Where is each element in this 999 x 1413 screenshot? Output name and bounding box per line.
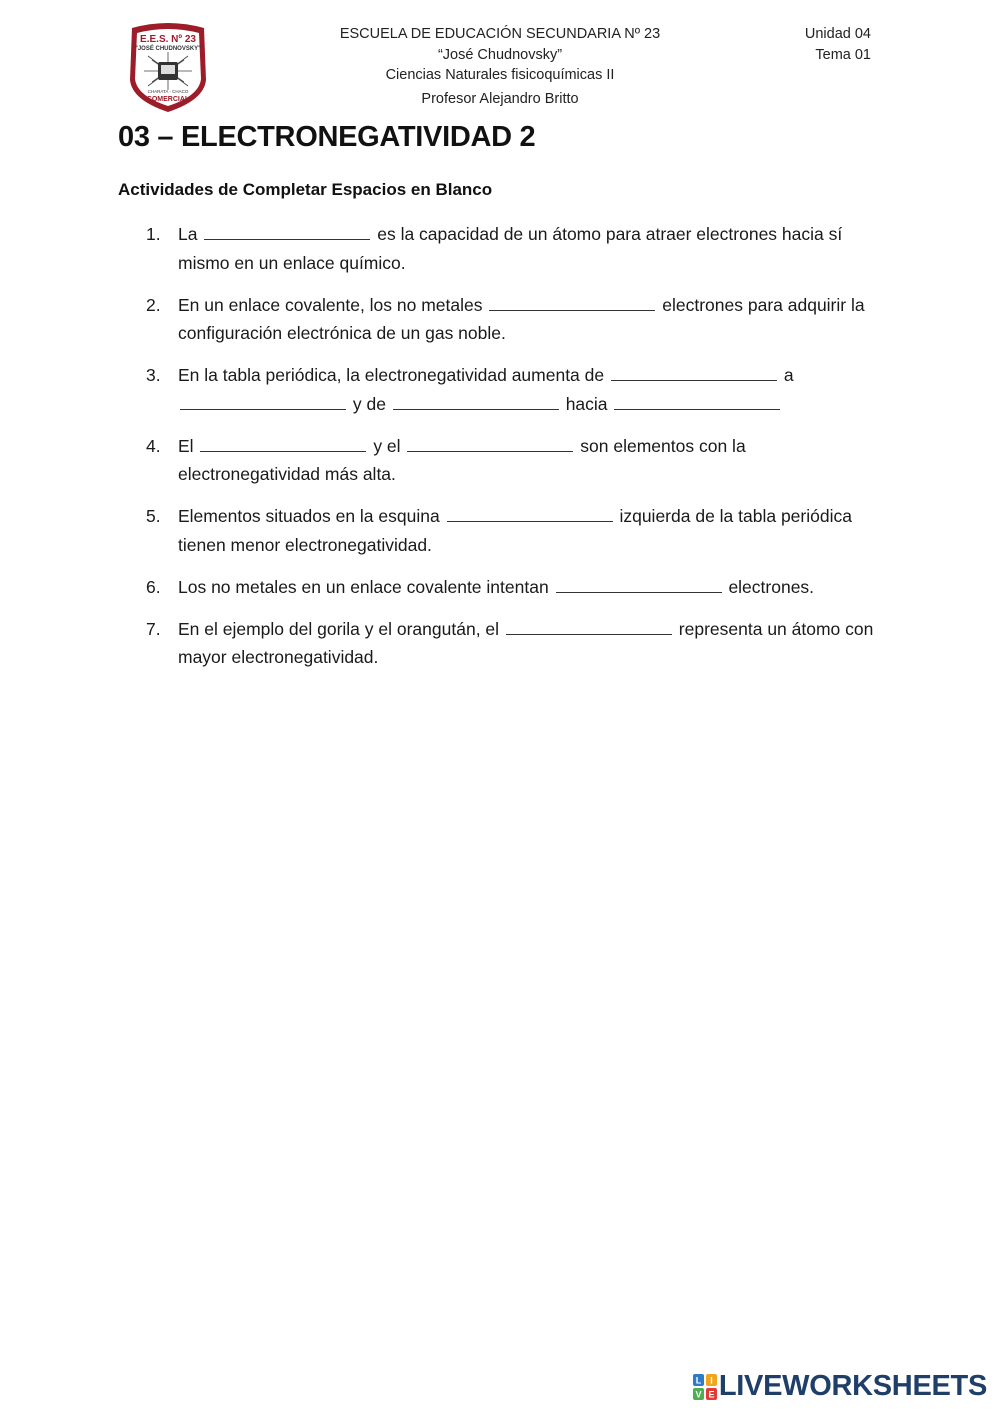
question-number: 6. bbox=[146, 576, 161, 597]
activity-subtitle: Actividades de Completar Espacios en Blanco bbox=[118, 180, 493, 199]
question-item bbox=[146, 432, 886, 489]
teacher-name: Profesor Alejandro Britto bbox=[421, 90, 579, 107]
liveworksheets-icon bbox=[693, 1374, 717, 1400]
liveworksheets-logo[interactable] bbox=[693, 1370, 987, 1403]
answer-blank[interactable] bbox=[200, 435, 366, 452]
answer-blank[interactable] bbox=[407, 435, 573, 452]
question-text: En la tabla periódica, la electronegatividad aumenta de a y de hacia bbox=[178, 365, 794, 414]
question-text: La es la capacidad de un átomo para atraer electrones hacia sí mismo en un enlace químico. bbox=[178, 224, 843, 273]
question-item bbox=[146, 615, 886, 672]
question-text: El y el son elementos con la electronegatividad más alta. bbox=[178, 435, 746, 484]
question-text: Elementos situados en la esquina izquierda de la tabla periódica tienen menor electronegatividad. bbox=[178, 506, 852, 555]
school-header bbox=[300, 24, 700, 109]
svg-text:"JOSÉ CHUDNOVSKY": "JOSÉ CHUDNOVSKY" bbox=[134, 46, 202, 52]
answer-blank[interactable] bbox=[611, 364, 777, 381]
course-name: Ciencias Naturales fisicoquímicas II bbox=[385, 67, 615, 83]
question-number: 3. bbox=[146, 365, 161, 385]
topic-label: Tema 01 bbox=[815, 46, 871, 63]
answer-blank[interactable] bbox=[447, 505, 613, 522]
question-text: En el ejemplo del gorila y el orangután, el representa un átomo con mayor electronegatividad. bbox=[178, 618, 874, 667]
question-number: 4. bbox=[146, 435, 161, 456]
school-patron: “José Chudnovsky” bbox=[437, 46, 563, 63]
svg-text:CHARATA - CHACO: CHARATA - CHACO bbox=[147, 89, 189, 94]
svg-text:V: V bbox=[695, 1389, 702, 1399]
answer-blank[interactable] bbox=[180, 393, 346, 410]
unit-info bbox=[805, 24, 871, 65]
question-text: Los no metales en un enlace covalente intentan electrones. bbox=[178, 576, 815, 597]
page-title: 03 – ELECTRONEGATIVIDAD 2 bbox=[118, 121, 536, 153]
question-number: 1. bbox=[146, 224, 161, 244]
svg-text:E.E.S. Nº 23: E.E.S. Nº 23 bbox=[140, 34, 196, 45]
answer-blank[interactable] bbox=[393, 393, 559, 410]
question-item bbox=[146, 361, 886, 418]
question-number: 2. bbox=[146, 294, 161, 315]
answer-blank[interactable] bbox=[506, 618, 672, 635]
answer-blank[interactable] bbox=[556, 576, 722, 593]
unit-label: Unidad 04 bbox=[804, 26, 871, 42]
school-name: ESCUELA DE EDUCACIÓN SECUNDARIA Nº 23 bbox=[339, 26, 661, 42]
question-item bbox=[146, 291, 886, 348]
answer-blank[interactable] bbox=[614, 393, 780, 410]
svg-text:I: I bbox=[710, 1375, 713, 1385]
question-item bbox=[146, 573, 886, 602]
question-text: En un enlace covalente, los no metales electrones para adquirir la configuración electrónica de un gas noble. bbox=[178, 294, 865, 343]
question-list bbox=[146, 220, 886, 685]
school-crest-icon bbox=[126, 20, 210, 114]
school-logo bbox=[126, 20, 210, 114]
answer-blank[interactable] bbox=[489, 294, 655, 311]
answer-blank[interactable] bbox=[204, 223, 370, 240]
question-item bbox=[146, 220, 886, 277]
question-number: 5. bbox=[146, 506, 161, 526]
svg-text:E: E bbox=[708, 1389, 715, 1399]
svg-text:L: L bbox=[695, 1375, 702, 1385]
question-item bbox=[146, 502, 886, 559]
svg-text:COMERCIAL: COMERCIAL bbox=[146, 96, 190, 103]
question-number: 7. bbox=[146, 618, 161, 639]
liveworksheets-brand-text: LIVEWORKSHEETS bbox=[718, 1370, 987, 1402]
